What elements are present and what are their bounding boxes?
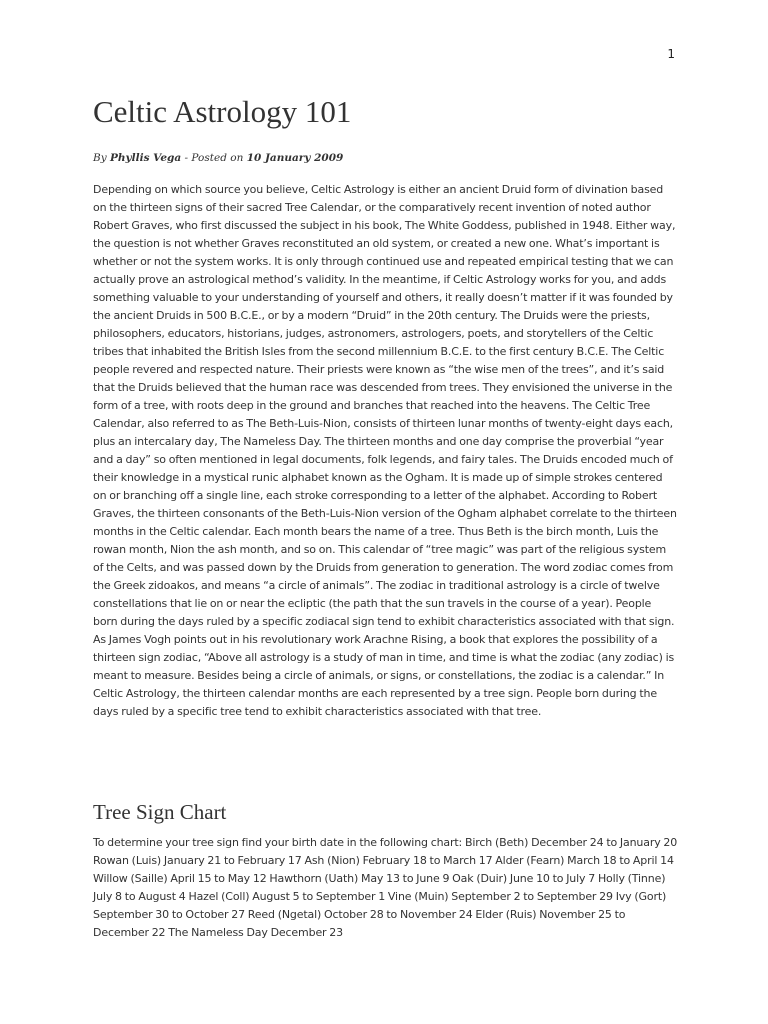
page-number: 1 [667,47,675,61]
author-name: Phyllis Vega [110,152,182,164]
byline [93,152,343,164]
tree-sign-chart-paragraph: To determine your tree sign find your birth date in the following chart: Birch (Beth) December 24 to January 20 Rowan (Luis) January 21 to February 17 Ash (Nion) February 18 to March 17 Alder (Fearn) March 18 to April 14 Willow (Saille) April 15 to May 12 Hawthorn (Uath) May 13 to June 9 Oak (Duir) June 10 to July 7 Holly (Tinne) July 8 to August 4 Hazel (Coll) August 5 to September 1 Vine (Muin) September 2 to September 29 Ivy (Gort) September 30 to October 27 Reed (Ngetal) October 28 to November 24 Elder (Ruis) November 25 to December 22 The Nameless Day December 23 [93,836,678,939]
posted-label: - Posted on [181,152,247,164]
intro-paragraph: Depending on which source you believe, Celtic Astrology is either an ancient Druid form of divination based on the thirteen signs of their sacred Tree Calendar, or the comparatively recent invention of noted author Robert Graves, who first discussed the subject in his book, The White Goddess, published in 1948. Either way, the question is not whether Graves reconstituted an old system, or created a new one. What’s important is whether or not the system works. It is only through continued use and repeated empirical testing that we can actually prove an astrological method’s validity. In the meantime, if Celtic Astrology works for you, and adds something valuable to your understanding of yourself and others, it really doesn’t matter if it was founded by the ancient Druids in 500 B.C.E., or by a modern “Druid” in the 20th century. The Druids were the priests, philosophers, educators, historians, judges, astronomers, astrologers, poets, and storytellers of the Celtic tribes that inhabited the British Isles from the second millennium B.C.E. to the first century B.C.E. The Celtic people revered and respected nature. Their priests were known as “the wise men of the trees”, and it’s said that the Druids believed that the human race was descended from trees. They envisioned the universe in the form of a tree, with roots deep in the ground and branches that reached into the heavens. The Celtic Tree Calendar, also referred to as The Beth-Luis-Nion, consists of thirteen lunar months of twenty-eight days each, plus an intercalary day, The Nameless Day. The thirteen months and one day comprise the proverbial “year and a day” so often mentioned in legal documents, folk legends, and fairy tales. The Druids encoded much of their knowledge in a mystical runic alphabet known as the Ogham. It is made up of simple strokes centered on or branching off a single line, each stroke corresponding to a letter of the alphabet. According to Robert Graves, the thirteen consonants of the Beth-Luis-Nion version of the Ogham alphabet correlate to the thirteen months in the Celtic calendar. Each month bears the name of a tree. Thus Beth is the birch month, Luis the rowan month, Nion the ash month, and so on. This calendar of “tree magic” was part of the religious system of the Celts, and was passed down by the Druids from generation to generation. The word zodiac comes from the Greek zidoakos, and means “a circle of animals”. The zodiac in traditional astrology is a circle of twelve constellations that lie on or near the ecliptic (the path that the sun travels in the course of a year). People born during the days ruled by a specific zodiacal sign tend to exhibit characteristics associated with that sign. As James Vogh points out in his revolutionary work Arachne Rising, a book that explores the possibility of a thirteen sign zodiac, “Above all astrology is a study of man in time, and time is what the zodiac (any zodiac) is meant to measure. Besides being a circle of animals, or signs, or constellations, the zodiac is a calendar.” In Celtic Astrology, the thirteen calendar months are each represented by a tree sign. People born during the days ruled by a specific tree tend to exhibit characteristics associated with that tree. [93,183,677,718]
byline-prefix: By [93,152,110,164]
section-heading-tree-sign-chart: Tree Sign Chart [93,800,227,824]
article-title: Celtic Astrology 101 [93,94,352,129]
post-date: 10 January 2009 [246,152,344,164]
